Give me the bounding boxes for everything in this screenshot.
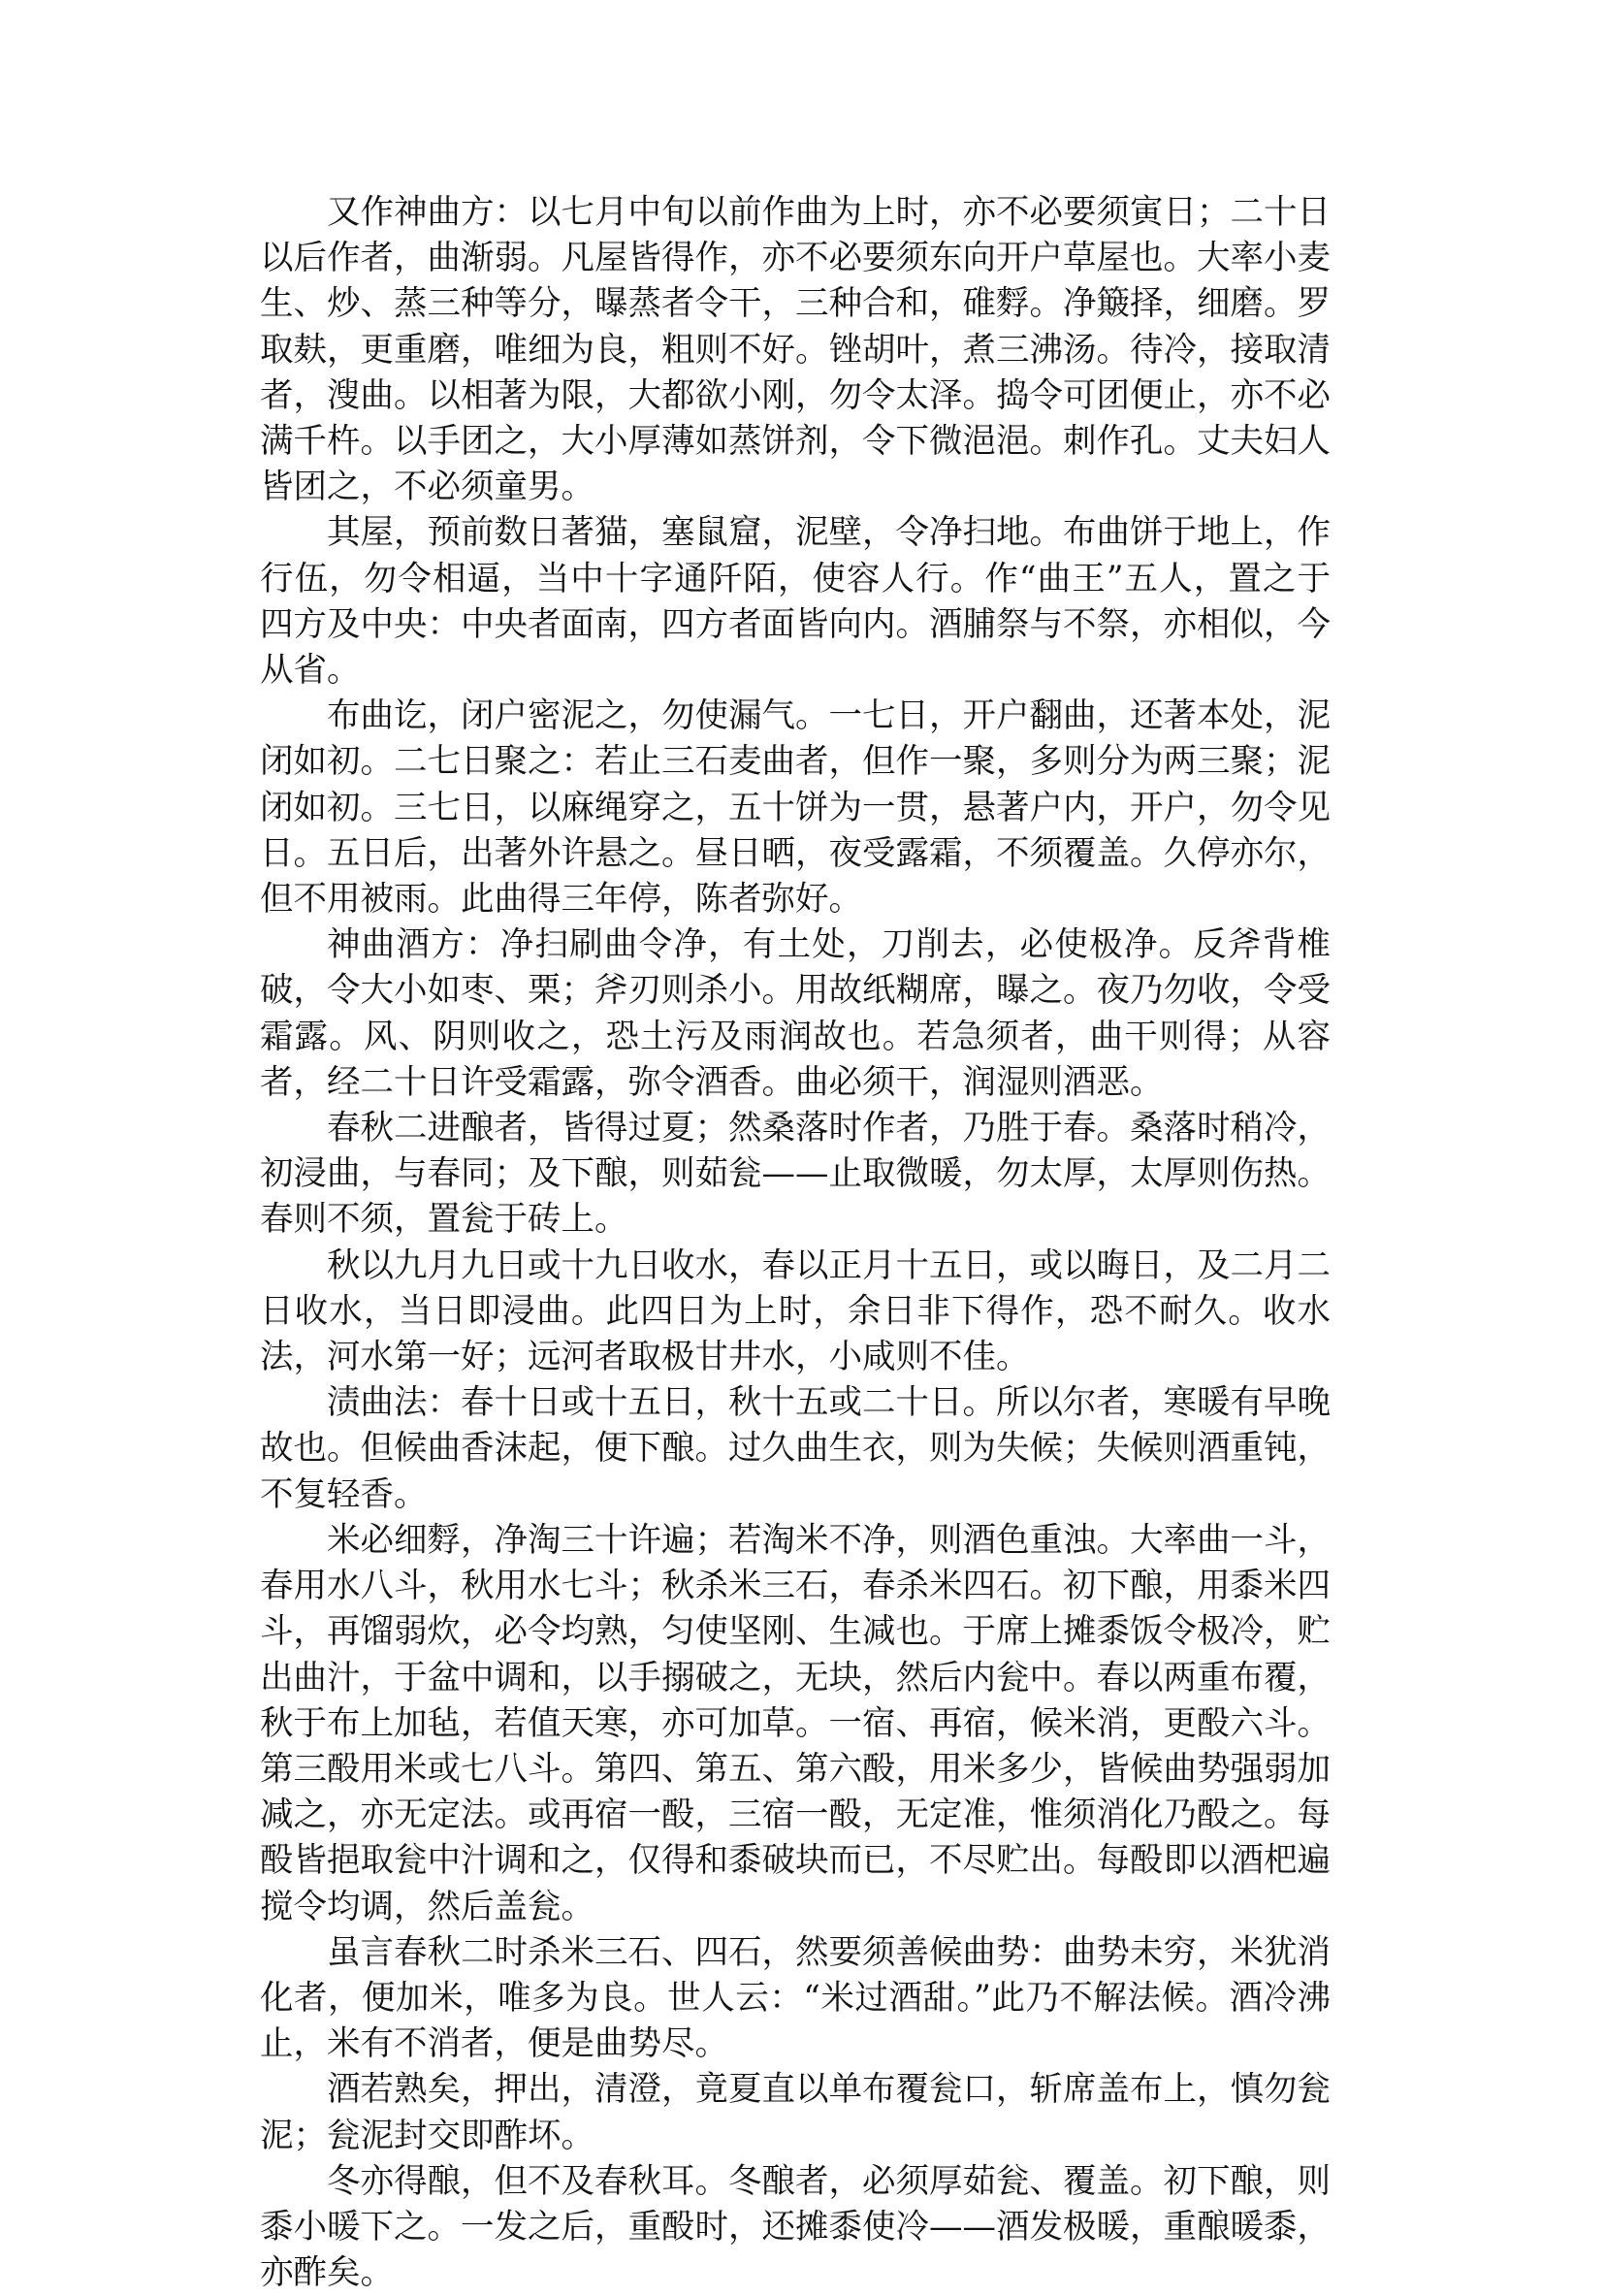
paragraph-qu-strength: 虽言春秋二时杀米三石、四石，然要须善候曲势：曲势未穷，米犹消化者，便加米，唯多为良。世人云：“米过酒甜。”此乃不解法候。酒冷沸止，米有不消者，便是曲势尽。 (260, 1932, 1331, 2064)
paragraph-spring-autumn-brewing: 春秋二进酿者，皆得过夏；然桑落时作者，乃胜于春。桑落时稍冷，初浸曲，与春同；及下酿，则茹瓮——止取微暖，勿太厚，太厚则伤热。春则不须，置瓮于砖上。 (260, 1109, 1331, 1240)
paragraph-soaking-qu: 渍曲法：春十日或十五日，秋十五或二十日。所以尔者，寒暖有早晚故也。但候曲香沫起，便下酿。过久曲生衣，则为失候；失候则酒重钝，不复轻香。 (260, 1383, 1331, 1514)
paragraph-winter-brewing: 冬亦得酿，但不及春秋耳。冬酿者，必须厚茹瓮、覆盖。初下酿，则黍小暖下之。一发之后，重酘时，还摊黍使冷——酒发极暖，重酿暖黍，亦酢矣。 (260, 2161, 1331, 2293)
paragraph-collecting-water: 秋以九月九日或十九日收水，春以正月十五日，或以晦日，及二月二日收水，当日即浸曲。此四日为上时，余日非下得作，恐不耐久。收水法，河水第一好；远河者取极甘井水，小咸则不佳。 (260, 1245, 1331, 1377)
document-body (260, 190, 1331, 2296)
paragraph-shenqu-wine-method: 神曲酒方：净扫刷曲令净，有土处，刀削去，必使极净。反斧背椎破，令大小如枣、栗；斧刃则杀小。用故纸糊席，曝之。夜乃勿收，令受霜露。风、阴则收之，恐土污及雨润故也。若急须者，曲干则得；从容者，经二十日许受霜露，弥令酒香。曲必须干，润湿则酒恶。 (260, 925, 1331, 1102)
paragraph-sealing-and-turning: 布曲讫，闭户密泥之，勿使漏气。一七日，开户翻曲，还著本处，泥闭如初。二七日聚之：若止三石麦曲者，但作一聚，多则分为两三聚；泥闭如初。三七日，以麻绳穿之，五十饼为一贯，悬著户内，开户，勿令见日。五日后，出著外许悬之。昼日晒，夜受露霜，不须覆盖。久停亦尔，但不用被雨。此曲得三年停，陈者弥好。 (260, 696, 1331, 920)
paragraph-rice-and-fermentation: 米必细䴸，净淘三十许遍；若淘米不净，则酒色重浊。大率曲一斗，春用水八斗，秋用水七斗；秋杀米三石，春杀米四石。初下酿，用黍米四斗，再馏弱炊，必令均熟，匀使坚刚、生减也。于席上摊黍饭令极冷，贮出曲汁，于盆中调和，以手搦破之，无块，然后内瓮中。春以两重布覆，秋于布上加毡，若值天寒，亦可加草。一宿、再宿，候米消，更酘六斗。第三酘用米或七八斗。第四、第五、第六酘，用米多少，皆候曲势强弱加减之，亦无定法。或再宿一酘，三宿一酘，无定准，惟须消化乃酘之。每酘皆挹取瓮中汁调和之，仅得和黍破块而已，不尽贮出。每酘即以酒杷遍搅令均调，然后盖瓮。 (260, 1520, 1331, 1926)
paragraph-pressing-wine: 酒若熟矣，押出，清澄，竟夏直以单布覆瓮口，斩席盖布上，慎勿瓮泥；瓮泥封交即酢坏。 (260, 2070, 1331, 2155)
paragraph-shenqu-method: 又作神曲方：以七月中旬以前作曲为上时，亦不必要须寅日；二十日以后作者，曲渐弱。凡屋皆得作，亦不必要须东向开户草屋也。大率小麦生、炒、蒸三种等分，曝蒸者令干，三种合和，碓䴸。净簸择，细磨。罗取麸，更重磨，唯细为良，粗则不好。锉胡叶，煮三沸汤。待冷，接取清者，溲曲。以相著为限，大都欲小刚，勿令太泽。捣令可团便止，亦不必满千杵。以手团之，大小厚薄如蒸饼剂，令下微浥浥。刺作孔。丈夫妇人皆团之，不必须童男。 (260, 193, 1331, 507)
paragraph-room-preparation: 其屋，预前数日著猫，塞鼠窟，泥壁，令净扫地。布曲饼于地上，作行伍，勿令相逼，当中十字通阡陌，使容人行。作“曲王”五人，置之于四方及中央：中央者面南，四方者面皆向内。酒脯祭与不祭，亦相似，今从省。 (260, 513, 1331, 691)
